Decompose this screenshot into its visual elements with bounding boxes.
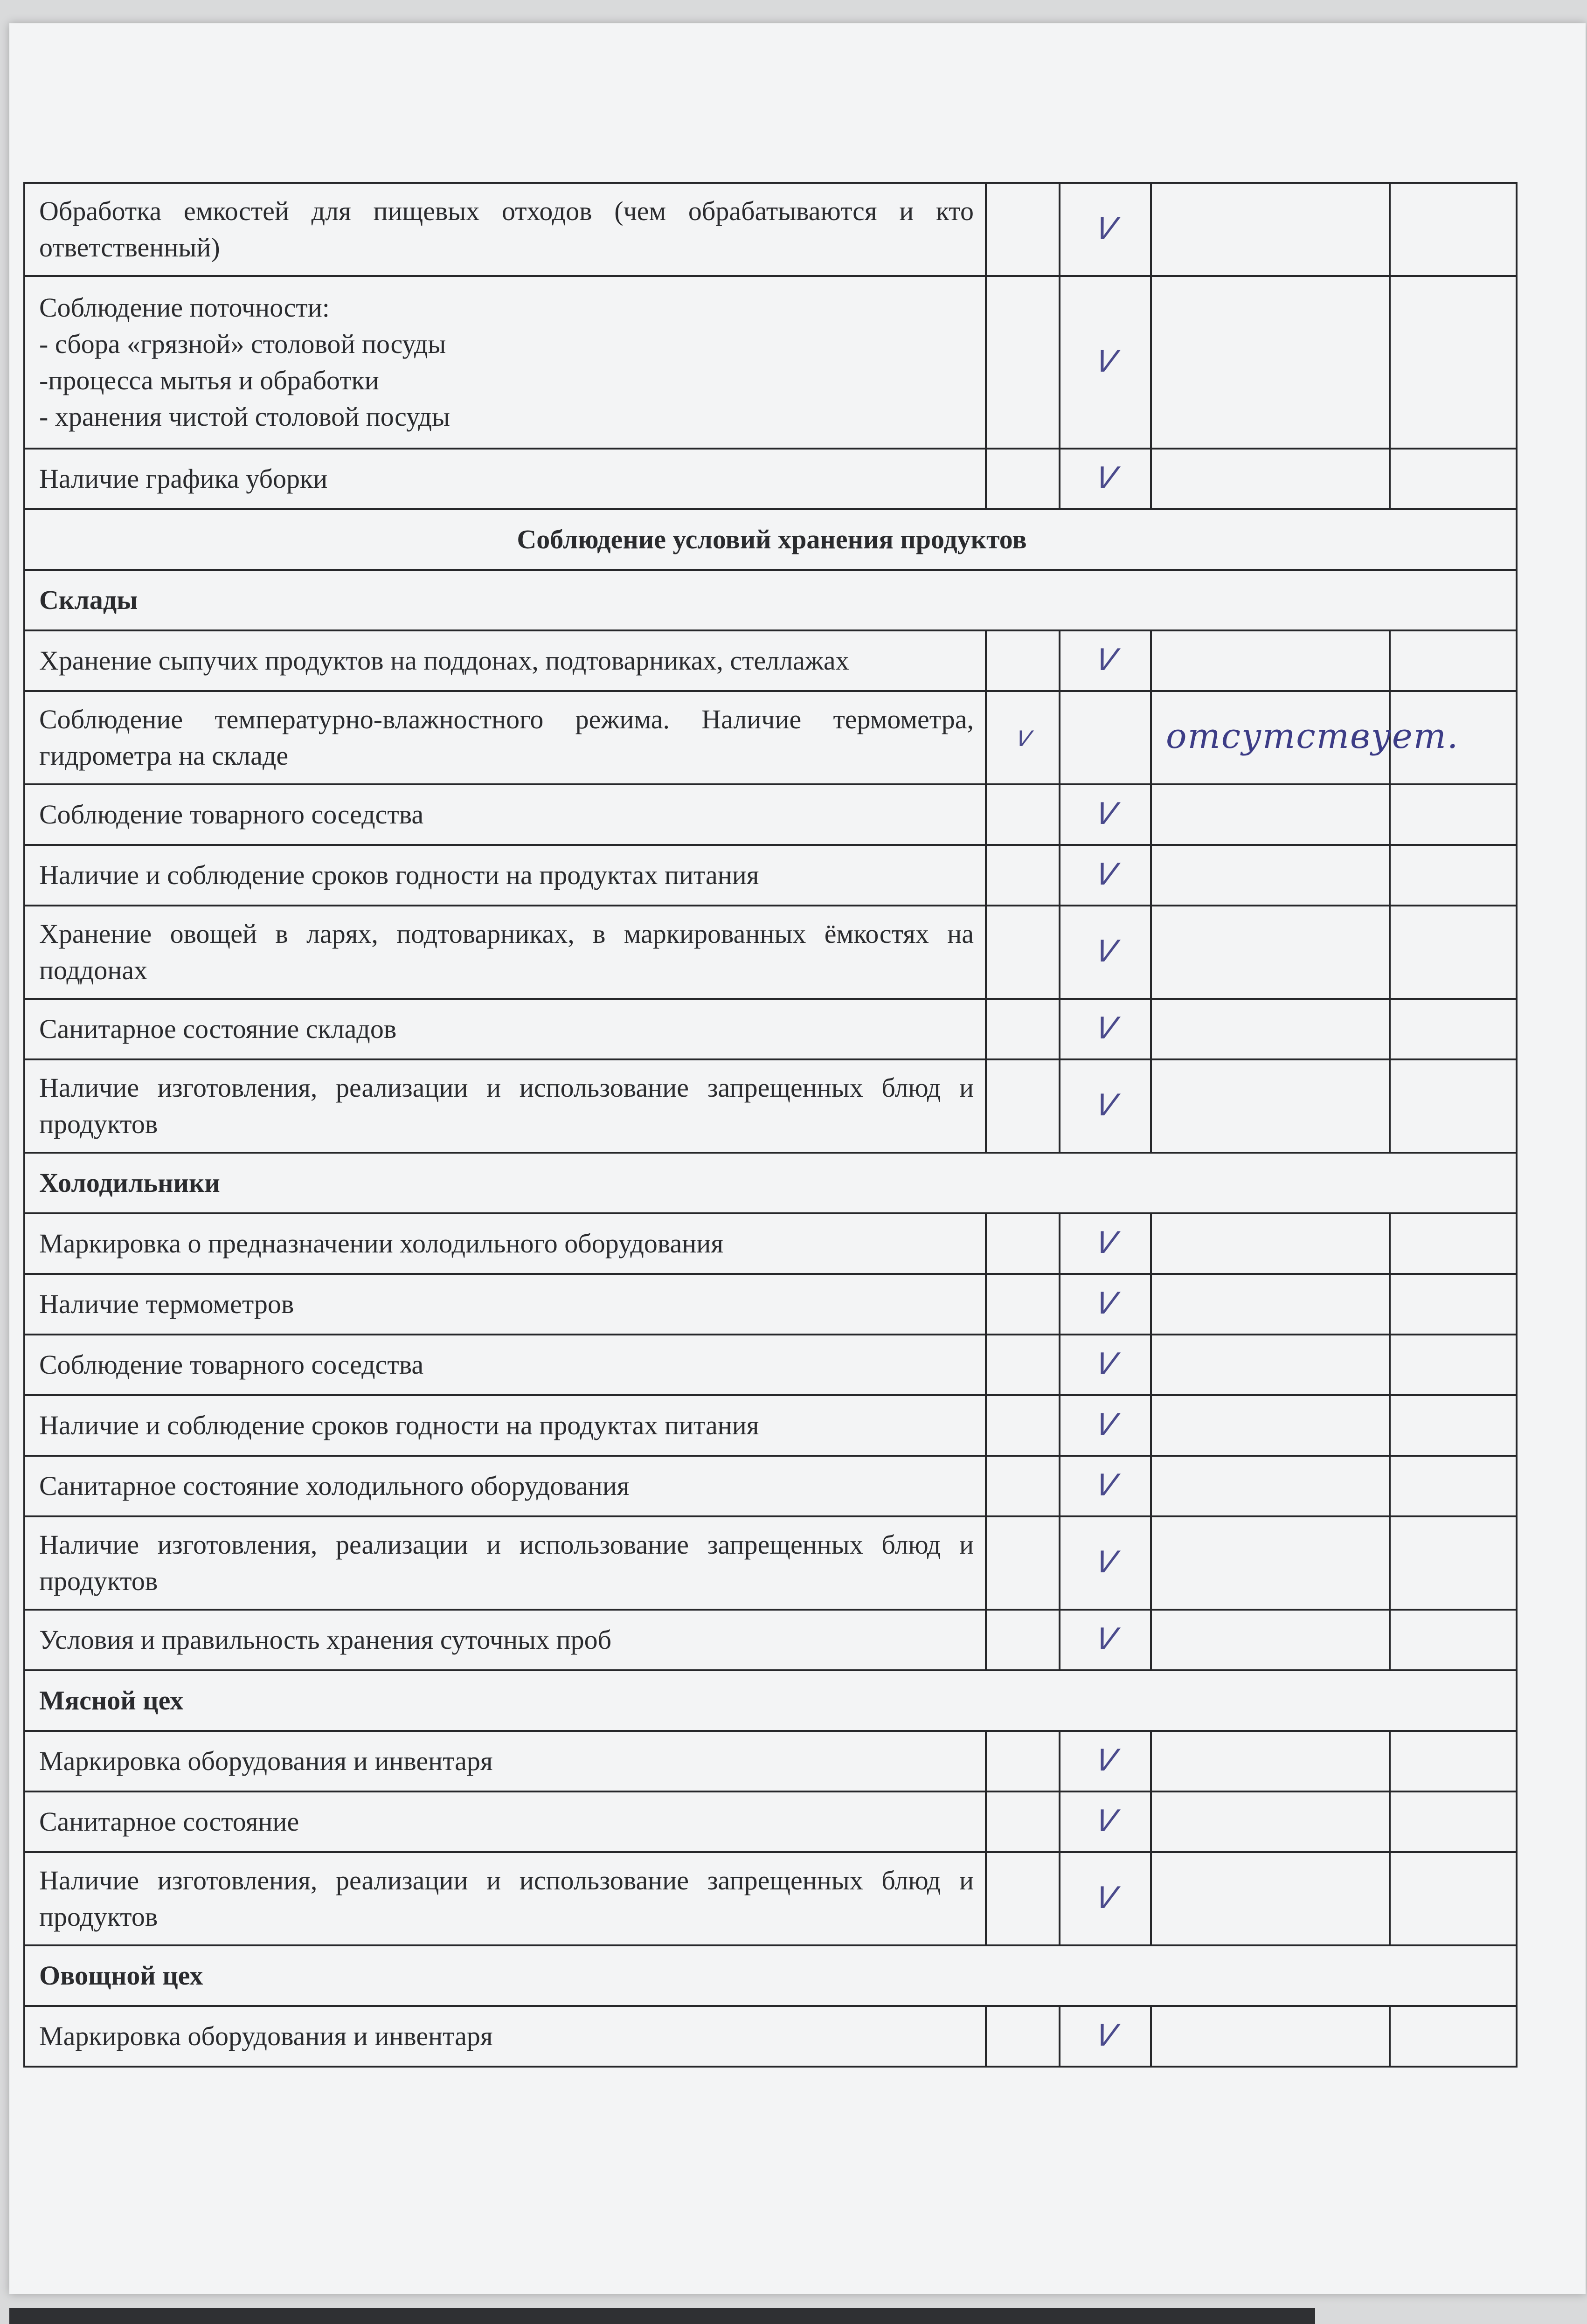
note-cell xyxy=(1151,1516,1390,1610)
note-cell xyxy=(1151,999,1390,1059)
section-heading: Соблюдение условий хранения продуктов xyxy=(24,509,1517,570)
photo-background-edge xyxy=(9,2308,1315,2324)
empty-cell xyxy=(1390,1213,1517,1274)
checklist-row xyxy=(24,999,1517,1059)
checklist-row xyxy=(24,691,1517,784)
mark-cell-no xyxy=(1060,1852,1151,1945)
note-cell xyxy=(1151,1610,1390,1670)
note-cell xyxy=(1151,691,1459,784)
mark-cell-yes xyxy=(986,183,1060,276)
checklist-row xyxy=(24,630,1517,691)
handwritten-check-mark: V xyxy=(1093,1088,1120,1123)
handwritten-check-mark: V xyxy=(1093,1226,1120,1260)
criterion-cell: Маркировка оборудования и инвентаря xyxy=(24,1731,986,1791)
mark-cell-yes xyxy=(986,1791,1060,1852)
mark-cell-no xyxy=(1060,630,1151,691)
section-heading-row xyxy=(24,509,1517,570)
note-cell xyxy=(1151,630,1390,691)
criterion-cell: Соблюдение товарного соседства xyxy=(24,784,986,845)
handwritten-check-mark: V xyxy=(1093,1881,1120,1916)
empty-cell xyxy=(1390,630,1517,691)
empty-cell xyxy=(1390,999,1517,1059)
empty-cell xyxy=(1390,1335,1517,1395)
mark-cell-no xyxy=(1060,1456,1151,1516)
note-cell xyxy=(1151,784,1390,845)
subsection-heading: Холодильники xyxy=(24,1153,1517,1213)
handwritten-check-mark: V xyxy=(1093,1545,1120,1580)
checklist-row xyxy=(24,1791,1517,1852)
empty-cell xyxy=(1390,1791,1517,1852)
criterion-cell: Наличие изготовления, реализации и использование запрещенных блюд и продуктов xyxy=(24,1059,986,1153)
handwritten-check-mark: V xyxy=(1093,1468,1120,1503)
criterion-cell: Маркировка о предназначении холодильного оборудования xyxy=(24,1213,986,1274)
note-cell xyxy=(1151,1395,1390,1456)
note-cell xyxy=(1151,1456,1390,1516)
mark-cell-yes xyxy=(986,276,1060,449)
mark-cell-yes xyxy=(986,1274,1060,1335)
mark-cell-yes xyxy=(986,691,1060,784)
mark-cell-no xyxy=(1060,784,1151,845)
subsection-heading: Овощной цех xyxy=(24,1945,1517,2006)
handwritten-check-mark: V xyxy=(1093,461,1120,496)
mark-cell-yes xyxy=(986,999,1060,1059)
mark-cell-yes xyxy=(986,2006,1060,2067)
note-cell xyxy=(1151,276,1390,449)
note-cell xyxy=(1151,1335,1390,1395)
checklist-row xyxy=(24,845,1517,906)
mark-cell-no xyxy=(1060,1395,1151,1456)
mark-cell-yes xyxy=(986,1516,1060,1610)
mark-cell-no xyxy=(1060,1516,1151,1610)
checklist-row xyxy=(24,2006,1517,2067)
checklist-row xyxy=(24,1516,1517,1610)
checklist-row xyxy=(24,1213,1517,1274)
mark-cell-yes xyxy=(986,1456,1060,1516)
mark-cell-no xyxy=(1060,1335,1151,1395)
mark-cell-yes xyxy=(986,1059,1060,1153)
checklist-row xyxy=(24,449,1517,509)
subsection-heading: Мясной цех xyxy=(24,1670,1517,1731)
criterion-cell: Наличие графика уборки xyxy=(24,449,986,509)
mark-cell-no xyxy=(1060,906,1151,999)
note-cell xyxy=(1151,906,1390,999)
handwritten-check-mark: V xyxy=(1093,1743,1120,1778)
note-cell xyxy=(1151,1274,1390,1335)
empty-cell xyxy=(1390,784,1517,845)
empty-cell xyxy=(1390,1516,1517,1610)
empty-cell xyxy=(1390,1395,1517,1456)
criterion-cell: Соблюдение поточности: - сбора «грязной» столовой посуды -процесса мытья и обработки - хранения чистой столовой посуды xyxy=(24,276,986,449)
note-cell xyxy=(1151,845,1390,906)
empty-cell xyxy=(1390,1456,1517,1516)
checklist-row xyxy=(24,1395,1517,1456)
note-cell xyxy=(1151,1213,1390,1274)
handwritten-check-mark: V xyxy=(1093,797,1120,831)
mark-cell-no xyxy=(1060,183,1151,276)
handwritten-check-mark: V xyxy=(1093,1408,1120,1442)
criterion-cell: Наличие изготовления, реализации и использование запрещенных блюд и продуктов xyxy=(24,1516,986,1610)
criterion-cell: Наличие и соблюдение сроков годности на продуктах питания xyxy=(24,1395,986,1456)
criterion-cell: Наличие термометров xyxy=(24,1274,986,1335)
handwritten-check-mark: V xyxy=(1093,345,1120,379)
mark-cell-no xyxy=(1060,1274,1151,1335)
mark-cell-yes xyxy=(986,906,1060,999)
note-cell xyxy=(1151,2006,1390,2067)
mark-cell-yes xyxy=(986,449,1060,509)
criterion-cell: Соблюдение температурно-влажностного режима. Наличие термометра, гидрометра на складе xyxy=(24,691,986,784)
empty-cell xyxy=(1390,1059,1517,1153)
handwritten-check-mark: V xyxy=(1093,1622,1120,1657)
mark-cell-yes xyxy=(986,630,1060,691)
checklist-row xyxy=(24,906,1517,999)
note-cell xyxy=(1151,183,1390,276)
criterion-cell: Обработка емкостей для пищевых отходов (чем обрабатываются и кто ответственный) xyxy=(24,183,986,276)
mark-cell-yes xyxy=(986,1852,1060,1945)
mark-cell-no xyxy=(1060,1610,1151,1670)
empty-cell xyxy=(1390,845,1517,906)
subsection-heading: Склады xyxy=(24,570,1517,630)
checklist-row xyxy=(24,276,1517,449)
mark-cell-yes xyxy=(986,1610,1060,1670)
mark-cell-yes xyxy=(986,1395,1060,1456)
criterion-cell: Санитарное состояние складов xyxy=(24,999,986,1059)
subsection-heading-row xyxy=(24,1670,1517,1731)
checklist-row xyxy=(24,1335,1517,1395)
mark-cell-yes xyxy=(986,1335,1060,1395)
note-cell xyxy=(1151,1791,1390,1852)
handwritten-check-mark: V xyxy=(1093,212,1120,246)
mark-cell-no xyxy=(1060,691,1151,784)
empty-cell xyxy=(1390,1852,1517,1945)
checklist-row xyxy=(24,1731,1517,1791)
empty-cell xyxy=(1390,906,1517,999)
mark-cell-no xyxy=(1060,999,1151,1059)
handwritten-note: отсутствует. xyxy=(1166,716,1459,756)
criterion-cell: Соблюдение товарного соседства xyxy=(24,1335,986,1395)
criterion-cell: Маркировка оборудования и инвентаря xyxy=(24,2006,986,2067)
handwritten-check-mark: V xyxy=(1093,2019,1120,2053)
empty-cell xyxy=(1390,2006,1517,2067)
checklist-row xyxy=(24,183,1517,276)
mark-cell-no xyxy=(1060,1731,1151,1791)
handwritten-check-mark: V xyxy=(1093,643,1120,678)
empty-cell xyxy=(1390,449,1517,509)
criterion-cell: Условия и правильность хранения суточных проб xyxy=(24,1610,986,1670)
note-cell xyxy=(1151,1059,1390,1153)
empty-cell xyxy=(1390,1731,1517,1791)
note-cell xyxy=(1151,449,1390,509)
handwritten-check-mark: V xyxy=(1014,726,1034,751)
criterion-cell: Санитарное состояние холодильного оборудования xyxy=(24,1456,986,1516)
criterion-cell: Хранение сыпучих продуктов на поддонах, подтоварниках, стеллажах xyxy=(24,630,986,691)
mark-cell-no xyxy=(1060,1213,1151,1274)
mark-cell-no xyxy=(1060,1059,1151,1153)
handwritten-check-mark: V xyxy=(1093,1804,1120,1839)
checklist-row xyxy=(24,1610,1517,1670)
criterion-cell: Санитарное состояние xyxy=(24,1791,986,1852)
empty-cell xyxy=(1390,183,1517,276)
handwritten-check-mark: V xyxy=(1093,1011,1120,1046)
paper-sheet xyxy=(9,23,1586,2294)
subsection-heading-row xyxy=(24,1153,1517,1213)
handwritten-check-mark: V xyxy=(1093,1347,1120,1382)
inspection-checklist-table xyxy=(23,182,1518,2068)
checklist-row xyxy=(24,1852,1517,1945)
mark-cell-yes xyxy=(986,1731,1060,1791)
checklist-row xyxy=(24,784,1517,845)
subsection-heading-row xyxy=(24,570,1517,630)
empty-cell xyxy=(1390,276,1517,449)
checklist-row xyxy=(24,1274,1517,1335)
note-cell xyxy=(1151,1852,1390,1945)
handwritten-check-mark: V xyxy=(1093,1286,1120,1321)
mark-cell-no xyxy=(1060,845,1151,906)
mark-cell-no xyxy=(1060,449,1151,509)
empty-cell xyxy=(1390,1610,1517,1670)
mark-cell-no xyxy=(1060,1791,1151,1852)
subsection-heading-row xyxy=(24,1945,1517,2006)
criterion-cell: Хранение овощей в ларях, подтоварниках, в маркированных ёмкостях на поддонах xyxy=(24,906,986,999)
mark-cell-no xyxy=(1060,276,1151,449)
mark-cell-yes xyxy=(986,1213,1060,1274)
empty-cell xyxy=(1390,1274,1517,1335)
handwritten-check-mark: V xyxy=(1093,858,1120,892)
mark-cell-yes xyxy=(986,784,1060,845)
checklist-row xyxy=(24,1456,1517,1516)
mark-cell-no xyxy=(1060,2006,1151,2067)
criterion-cell: Наличие изготовления, реализации и использование запрещенных блюд и продуктов xyxy=(24,1852,986,1945)
checklist-body xyxy=(24,183,1517,2067)
checklist-row xyxy=(24,1059,1517,1153)
mark-cell-yes xyxy=(986,845,1060,906)
handwritten-check-mark: V xyxy=(1093,934,1120,969)
note-cell xyxy=(1151,1731,1390,1791)
criterion-cell: Наличие и соблюдение сроков годности на продуктах питания xyxy=(24,845,986,906)
